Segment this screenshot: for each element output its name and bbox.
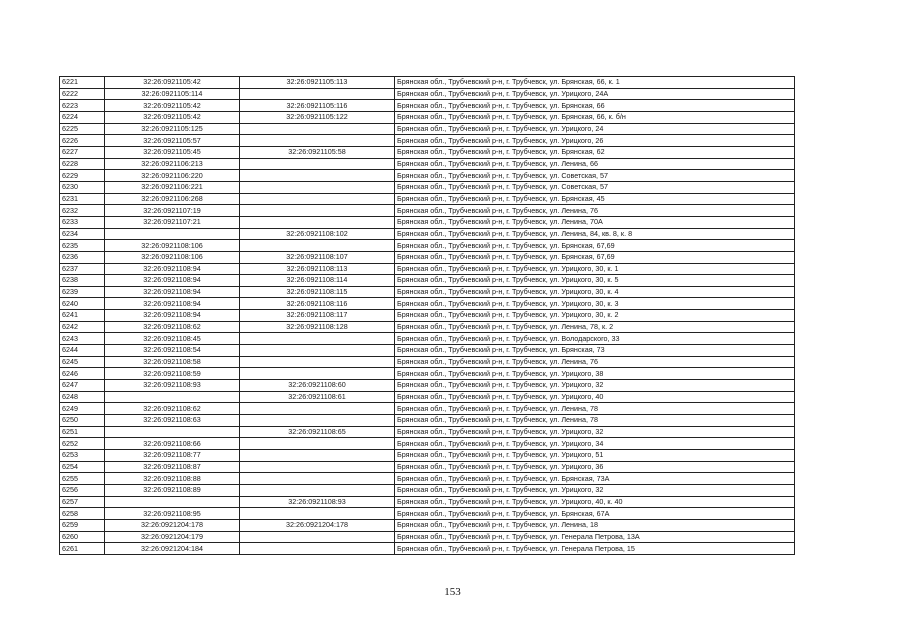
table-row xyxy=(60,484,795,496)
table-row xyxy=(60,298,795,310)
address-cell: Брянская обл., Трубчевский р-н, г. Трубчевск, ул. Ленина, 66 xyxy=(395,158,795,170)
row-number-cell: 6254 xyxy=(60,461,105,473)
land-cadastral-cell: 32:26:0921106:268 xyxy=(105,193,240,205)
table-row xyxy=(60,543,795,555)
land-cadastral-cell: 32:26:0921106:220 xyxy=(105,170,240,182)
table-row xyxy=(60,216,795,228)
address-cell: Брянская обл., Трубчевский р-н, г. Трубчевск, ул. Ленина, 70А xyxy=(395,216,795,228)
address-cell: Брянская обл., Трубчевский р-н, г. Трубчевск, ул. Брянская, 73А xyxy=(395,473,795,485)
table-row xyxy=(60,519,795,531)
building-cadastral-cell: 32:26:0921105:116 xyxy=(240,100,395,112)
row-number-cell: 6230 xyxy=(60,181,105,193)
table-row xyxy=(60,473,795,485)
row-number-cell: 6223 xyxy=(60,100,105,112)
row-number-cell: 6238 xyxy=(60,275,105,287)
row-number-cell: 6221 xyxy=(60,77,105,89)
land-cadastral-cell: 32:26:0921108:58 xyxy=(105,356,240,368)
land-cadastral-cell: 32:26:0921108:94 xyxy=(105,310,240,322)
land-cadastral-cell: 32:26:0921204:179 xyxy=(105,531,240,543)
land-cadastral-cell: 32:26:0921105:42 xyxy=(105,111,240,123)
table-row xyxy=(60,158,795,170)
building-cadastral-cell: 32:26:0921108:117 xyxy=(240,310,395,322)
land-cadastral-cell: 32:26:0921108:94 xyxy=(105,263,240,275)
building-cadastral-cell: 32:26:0921105:58 xyxy=(240,146,395,158)
row-number-cell: 6244 xyxy=(60,345,105,357)
land-cadastral-cell: 32:26:0921107:21 xyxy=(105,216,240,228)
table-row xyxy=(60,146,795,158)
address-cell: Брянская обл., Трубчевский р-н, г. Трубчевск, ул. Ленина, 78 xyxy=(395,403,795,415)
building-cadastral-cell xyxy=(240,170,395,182)
address-cell: Брянская обл., Трубчевский р-н, г. Трубчевск, ул. Брянская, 67,69 xyxy=(395,251,795,263)
address-cell: Брянская обл., Трубчевский р-н, г. Трубчевск, ул. Брянская, 66 xyxy=(395,100,795,112)
building-cadastral-cell xyxy=(240,543,395,555)
row-number-cell: 6246 xyxy=(60,368,105,380)
table-row xyxy=(60,170,795,182)
building-cadastral-cell xyxy=(240,181,395,193)
row-number-cell: 6259 xyxy=(60,519,105,531)
land-cadastral-cell: 32:26:0921108:87 xyxy=(105,461,240,473)
table-row xyxy=(60,228,795,240)
address-cell: Брянская обл., Трубчевский р-н, г. Трубчевск, ул. Урицкого, 24А xyxy=(395,88,795,100)
building-cadastral-cell: 32:26:0921204:178 xyxy=(240,519,395,531)
table-row xyxy=(60,426,795,438)
row-number-cell: 6229 xyxy=(60,170,105,182)
address-cell: Брянская обл., Трубчевский р-н, г. Трубчевск, ул. Ленина, 76 xyxy=(395,356,795,368)
table-row xyxy=(60,368,795,380)
row-number-cell: 6251 xyxy=(60,426,105,438)
table-row xyxy=(60,356,795,368)
land-cadastral-cell: 32:26:0921108:106 xyxy=(105,251,240,263)
building-cadastral-cell xyxy=(240,438,395,450)
row-number-cell: 6237 xyxy=(60,263,105,275)
table-row xyxy=(60,193,795,205)
table-row xyxy=(60,111,795,123)
row-number-cell: 6232 xyxy=(60,205,105,217)
land-cadastral-cell xyxy=(105,426,240,438)
row-number-cell: 6250 xyxy=(60,415,105,427)
row-number-cell: 6243 xyxy=(60,333,105,345)
table-row xyxy=(60,345,795,357)
address-cell: Брянская обл., Трубчевский р-н, г. Трубчевск, ул. Володарского, 33 xyxy=(395,333,795,345)
building-cadastral-cell: 32:26:0921108:102 xyxy=(240,228,395,240)
building-cadastral-cell xyxy=(240,415,395,427)
table-row xyxy=(60,286,795,298)
building-cadastral-cell xyxy=(240,461,395,473)
building-cadastral-cell xyxy=(240,473,395,485)
table-row xyxy=(60,531,795,543)
building-cadastral-cell xyxy=(240,368,395,380)
address-cell: Брянская обл., Трубчевский р-н, г. Трубчевск, ул. Урицкого, 24 xyxy=(395,123,795,135)
table-row xyxy=(60,100,795,112)
land-cadastral-cell: 32:26:0921105:114 xyxy=(105,88,240,100)
land-cadastral-cell: 32:26:0921106:221 xyxy=(105,181,240,193)
table-row xyxy=(60,438,795,450)
address-cell: Брянская обл., Трубчевский р-н, г. Трубчевск, ул. Советская, 57 xyxy=(395,181,795,193)
row-number-cell: 6256 xyxy=(60,484,105,496)
row-number-cell: 6253 xyxy=(60,450,105,462)
building-cadastral-cell: 32:26:0921108:60 xyxy=(240,380,395,392)
land-cadastral-cell: 32:26:0921108:95 xyxy=(105,508,240,520)
table-row xyxy=(60,333,795,345)
building-cadastral-cell: 32:26:0921105:113 xyxy=(240,77,395,89)
land-cadastral-cell: 32:26:0921105:42 xyxy=(105,77,240,89)
land-cadastral-cell: 32:26:0921105:45 xyxy=(105,146,240,158)
row-number-cell: 6245 xyxy=(60,356,105,368)
building-cadastral-cell xyxy=(240,205,395,217)
address-cell: Брянская обл., Трубчевский р-н, г. Трубчевск, ул. Урицкого, 32 xyxy=(395,426,795,438)
address-cell: Брянская обл., Трубчевский р-н, г. Трубчевск, ул. Брянская, 66, к. б/н xyxy=(395,111,795,123)
land-cadastral-cell: 32:26:0921108:45 xyxy=(105,333,240,345)
row-number-cell: 6257 xyxy=(60,496,105,508)
row-number-cell: 6228 xyxy=(60,158,105,170)
address-cell: Брянская обл., Трубчевский р-н, г. Трубчевск, ул. Ленина, 78, к. 2 xyxy=(395,321,795,333)
row-number-cell: 6255 xyxy=(60,473,105,485)
row-number-cell: 6261 xyxy=(60,543,105,555)
address-cell: Брянская обл., Трубчевский р-н, г. Трубчевск, ул. Урицкого, 30, к. 4 xyxy=(395,286,795,298)
address-cell: Брянская обл., Трубчевский р-н, г. Трубчевск, ул. Урицкого, 30, к. 5 xyxy=(395,275,795,287)
land-cadastral-cell: 32:26:0921108:77 xyxy=(105,450,240,462)
building-cadastral-cell xyxy=(240,531,395,543)
land-cadastral-cell: 32:26:0921108:66 xyxy=(105,438,240,450)
address-cell: Брянская обл., Трубчевский р-н, г. Трубчевск, ул. Брянская, 45 xyxy=(395,193,795,205)
address-cell: Брянская обл., Трубчевский р-н, г. Трубчевск, ул. Ленина, 84, кв. 8, к. 8 xyxy=(395,228,795,240)
table-row xyxy=(60,251,795,263)
building-cadastral-cell xyxy=(240,484,395,496)
table-row xyxy=(60,275,795,287)
table-row xyxy=(60,508,795,520)
row-number-cell: 6231 xyxy=(60,193,105,205)
building-cadastral-cell: 32:26:0921108:115 xyxy=(240,286,395,298)
address-cell: Брянская обл., Трубчевский р-н, г. Трубчевск, ул. Урицкого, 26 xyxy=(395,135,795,147)
building-cadastral-cell xyxy=(240,450,395,462)
land-cadastral-cell: 32:26:0921204:184 xyxy=(105,543,240,555)
building-cadastral-cell xyxy=(240,158,395,170)
row-number-cell: 6242 xyxy=(60,321,105,333)
row-number-cell: 6239 xyxy=(60,286,105,298)
row-number-cell: 6226 xyxy=(60,135,105,147)
building-cadastral-cell: 32:26:0921108:114 xyxy=(240,275,395,287)
table-row xyxy=(60,263,795,275)
land-cadastral-cell: 32:26:0921108:93 xyxy=(105,380,240,392)
building-cadastral-cell xyxy=(240,508,395,520)
row-number-cell: 6249 xyxy=(60,403,105,415)
building-cadastral-cell xyxy=(240,216,395,228)
building-cadastral-cell: 32:26:0921108:113 xyxy=(240,263,395,275)
row-number-cell: 6241 xyxy=(60,310,105,322)
row-number-cell: 6222 xyxy=(60,88,105,100)
row-number-cell: 6234 xyxy=(60,228,105,240)
land-cadastral-cell: 32:26:0921108:54 xyxy=(105,345,240,357)
land-cadastral-cell: 32:26:0921108:94 xyxy=(105,298,240,310)
address-cell: Брянская обл., Трубчевский р-н, г. Трубчевск, ул. Урицкого, 30, к. 2 xyxy=(395,310,795,322)
land-cadastral-cell xyxy=(105,391,240,403)
address-cell: Брянская обл., Трубчевский р-н, г. Трубчевск, ул. Брянская, 67А xyxy=(395,508,795,520)
land-cadastral-cell: 32:26:0921108:94 xyxy=(105,286,240,298)
land-cadastral-cell: 32:26:0921105:57 xyxy=(105,135,240,147)
row-number-cell: 6224 xyxy=(60,111,105,123)
building-cadastral-cell xyxy=(240,240,395,252)
table-row xyxy=(60,321,795,333)
row-number-cell: 6233 xyxy=(60,216,105,228)
land-cadastral-cell: 32:26:0921105:125 xyxy=(105,123,240,135)
row-number-cell: 6235 xyxy=(60,240,105,252)
land-cadastral-cell: 32:26:0921108:59 xyxy=(105,368,240,380)
table-row xyxy=(60,240,795,252)
land-cadastral-cell: 32:26:0921105:42 xyxy=(105,100,240,112)
address-cell: Брянская обл., Трубчевский р-н, г. Трубчевск, ул. Урицкого, 36 xyxy=(395,461,795,473)
building-cadastral-cell: 32:26:0921108:65 xyxy=(240,426,395,438)
table-row xyxy=(60,403,795,415)
table-body xyxy=(60,77,795,555)
address-cell: Брянская обл., Трубчевский р-н, г. Трубчевск, ул. Генерала Петрова, 13А xyxy=(395,531,795,543)
building-cadastral-cell xyxy=(240,193,395,205)
building-cadastral-cell xyxy=(240,356,395,368)
land-cadastral-cell: 32:26:0921204:178 xyxy=(105,519,240,531)
address-cell: Брянская обл., Трубчевский р-н, г. Трубчевск, ул. Урицкого, 32 xyxy=(395,380,795,392)
table-row xyxy=(60,135,795,147)
building-cadastral-cell: 32:26:0921108:93 xyxy=(240,496,395,508)
land-cadastral-cell: 32:26:0921106:213 xyxy=(105,158,240,170)
row-number-cell: 6260 xyxy=(60,531,105,543)
address-cell: Брянская обл., Трубчевский р-н, г. Трубчевск, ул. Советская, 57 xyxy=(395,170,795,182)
address-cell: Брянская обл., Трубчевский р-н, г. Трубчевск, ул. Брянская, 67,69 xyxy=(395,240,795,252)
row-number-cell: 6252 xyxy=(60,438,105,450)
land-cadastral-cell: 32:26:0921107:19 xyxy=(105,205,240,217)
address-cell: Брянская обл., Трубчевский р-н, г. Трубчевск, ул. Брянская, 62 xyxy=(395,146,795,158)
building-cadastral-cell xyxy=(240,88,395,100)
address-cell: Брянская обл., Трубчевский р-н, г. Трубчевск, ул. Брянская, 73 xyxy=(395,345,795,357)
building-cadastral-cell: 32:26:0921108:116 xyxy=(240,298,395,310)
address-cell: Брянская обл., Трубчевский р-н, г. Трубчевск, ул. Урицкого, 34 xyxy=(395,438,795,450)
row-number-cell: 6247 xyxy=(60,380,105,392)
row-number-cell: 6258 xyxy=(60,508,105,520)
land-cadastral-cell: 32:26:0921108:106 xyxy=(105,240,240,252)
land-cadastral-cell: 32:26:0921108:94 xyxy=(105,275,240,287)
address-cell: Брянская обл., Трубчевский р-н, г. Трубчевск, ул. Ленина, 18 xyxy=(395,519,795,531)
address-cell: Брянская обл., Трубчевский р-н, г. Трубчевск, ул. Генерала Петрова, 15 xyxy=(395,543,795,555)
building-cadastral-cell xyxy=(240,123,395,135)
land-cadastral-cell xyxy=(105,228,240,240)
land-cadastral-cell xyxy=(105,496,240,508)
row-number-cell: 6227 xyxy=(60,146,105,158)
page-number: 153 xyxy=(444,586,461,598)
table-row xyxy=(60,205,795,217)
building-cadastral-cell xyxy=(240,403,395,415)
table-row xyxy=(60,181,795,193)
building-cadastral-cell: 32:26:0921108:61 xyxy=(240,391,395,403)
table-row xyxy=(60,123,795,135)
building-cadastral-cell: 32:26:0921108:128 xyxy=(240,321,395,333)
address-cell: Брянская обл., Трубчевский р-н, г. Трубчевск, ул. Урицкого, 30, к. 3 xyxy=(395,298,795,310)
table-row xyxy=(60,77,795,89)
cadastral-table xyxy=(59,76,795,555)
building-cadastral-cell xyxy=(240,345,395,357)
row-number-cell: 6225 xyxy=(60,123,105,135)
address-cell: Брянская обл., Трубчевский р-н, г. Трубчевск, ул. Ленина, 78 xyxy=(395,415,795,427)
table-row xyxy=(60,496,795,508)
land-cadastral-cell: 32:26:0921108:88 xyxy=(105,473,240,485)
land-cadastral-cell: 32:26:0921108:62 xyxy=(105,403,240,415)
table-row xyxy=(60,310,795,322)
land-cadastral-cell: 32:26:0921108:89 xyxy=(105,484,240,496)
address-cell: Брянская обл., Трубчевский р-н, г. Трубчевск, ул. Урицкого, 40 xyxy=(395,391,795,403)
building-cadastral-cell xyxy=(240,135,395,147)
address-cell: Брянская обл., Трубчевский р-н, г. Трубчевск, ул. Ленина, 76 xyxy=(395,205,795,217)
table-row xyxy=(60,450,795,462)
address-cell: Брянская обл., Трубчевский р-н, г. Трубчевск, ул. Урицкого, 40, к. 40 xyxy=(395,496,795,508)
address-cell: Брянская обл., Трубчевский р-н, г. Трубчевск, ул. Урицкого, 32 xyxy=(395,484,795,496)
land-cadastral-cell: 32:26:0921108:62 xyxy=(105,321,240,333)
table-row xyxy=(60,415,795,427)
table-row xyxy=(60,88,795,100)
building-cadastral-cell xyxy=(240,333,395,345)
building-cadastral-cell: 32:26:0921105:122 xyxy=(240,111,395,123)
address-cell: Брянская обл., Трубчевский р-н, г. Трубчевск, ул. Урицкого, 51 xyxy=(395,450,795,462)
table-row xyxy=(60,461,795,473)
address-cell: Брянская обл., Трубчевский р-н, г. Трубчевск, ул. Урицкого, 38 xyxy=(395,368,795,380)
row-number-cell: 6248 xyxy=(60,391,105,403)
row-number-cell: 6236 xyxy=(60,251,105,263)
address-cell: Брянская обл., Трубчевский р-н, г. Трубчевск, ул. Урицкого, 30, к. 1 xyxy=(395,263,795,275)
table-row xyxy=(60,380,795,392)
table-row xyxy=(60,391,795,403)
address-cell: Брянская обл., Трубчевский р-н, г. Трубчевск, ул. Брянская, 66, к. 1 xyxy=(395,77,795,89)
land-cadastral-cell: 32:26:0921108:63 xyxy=(105,415,240,427)
row-number-cell: 6240 xyxy=(60,298,105,310)
building-cadastral-cell: 32:26:0921108:107 xyxy=(240,251,395,263)
